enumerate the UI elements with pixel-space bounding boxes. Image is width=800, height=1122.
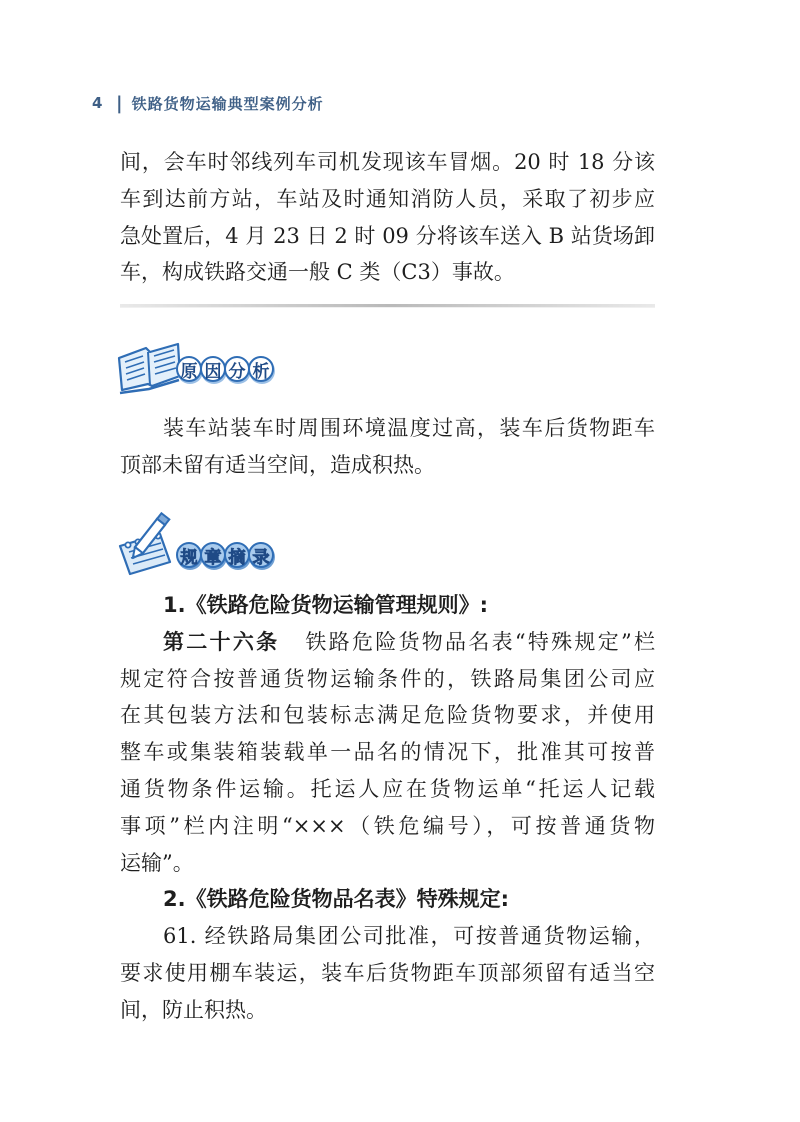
intro-paragraph (120, 144, 655, 291)
cause-section-heading (116, 338, 274, 400)
rule-item-heading: 2.《铁路危险货物品名表》特殊规定: (163, 887, 509, 912)
cause-section-title (178, 356, 274, 382)
article-text: 铁路危险货物品名表“特殊规定”栏 (305, 629, 655, 654)
cause-line: 顶部未留有适当空间，造成积热。 (120, 452, 435, 477)
header-separator: | (116, 92, 123, 114)
book-title: 铁路货物运输典型案例分析 (131, 94, 324, 113)
section-divider (120, 304, 655, 308)
article-line (120, 624, 655, 661)
article-line: 运输”。 (120, 850, 194, 875)
page-number: 4 (92, 94, 103, 112)
intro-line: 间，会车时邻线列车司机发现该车冒烟。20 时 18 分该 (120, 150, 655, 174)
rules-section-title (178, 542, 274, 568)
title-char: 原 (176, 356, 202, 382)
rules-section-heading (116, 510, 274, 580)
article-line: 规定符合按普通货物运输条件的，铁路局集团公司应 (120, 666, 655, 691)
open-book-icon (116, 338, 182, 400)
title-char: 规 (176, 542, 202, 568)
cause-line: 装车站装车时周围环境温度过高，装车后货物距车 (163, 416, 655, 440)
special-rule-line: 61. 经铁路局集团公司批准，可按普通货物运输， (163, 924, 655, 949)
intro-line: 急处置后，4 月 23 日 2 时 09 分将该车送入 B 站货场卸 (120, 223, 655, 248)
article-line: 在其包装方法和包装标志满足危险货物要求，并使用 (120, 703, 655, 728)
cause-paragraph (120, 410, 655, 484)
running-header (92, 92, 324, 114)
article-line: 事项”栏内注明“×××（铁危编号），可按普通货物 (120, 813, 655, 838)
special-rule-line: 要求使用棚车装运，装车后货物距车顶部须留有适当空 (120, 960, 655, 985)
special-rule-line: 间，防止积热。 (120, 997, 267, 1022)
article-line: 通货物条件运输。托运人应在货物运单“托运人记载 (120, 776, 655, 801)
article-label: 第二十六条 (163, 629, 280, 654)
title-char: 章 (200, 542, 226, 568)
pencil-notebook-icon (116, 510, 182, 580)
title-char: 分 (224, 356, 250, 382)
title-char: 录 (248, 542, 274, 568)
rule-item-heading: 1.《铁路危险货物运输管理规则》: (163, 593, 488, 617)
rules-content (120, 587, 655, 1029)
title-char: 析 (248, 356, 274, 382)
title-char: 因 (200, 356, 226, 382)
intro-line: 车到达前方站，车站及时通知消防人员，采取了初步应 (120, 186, 655, 211)
intro-line: 车，构成铁路交通一般 C 类（C3）事故。 (120, 260, 515, 285)
article-line: 整车或集装箱装载单一品名的情况下，批准其可按普 (120, 740, 655, 765)
title-char: 摘 (224, 542, 250, 568)
